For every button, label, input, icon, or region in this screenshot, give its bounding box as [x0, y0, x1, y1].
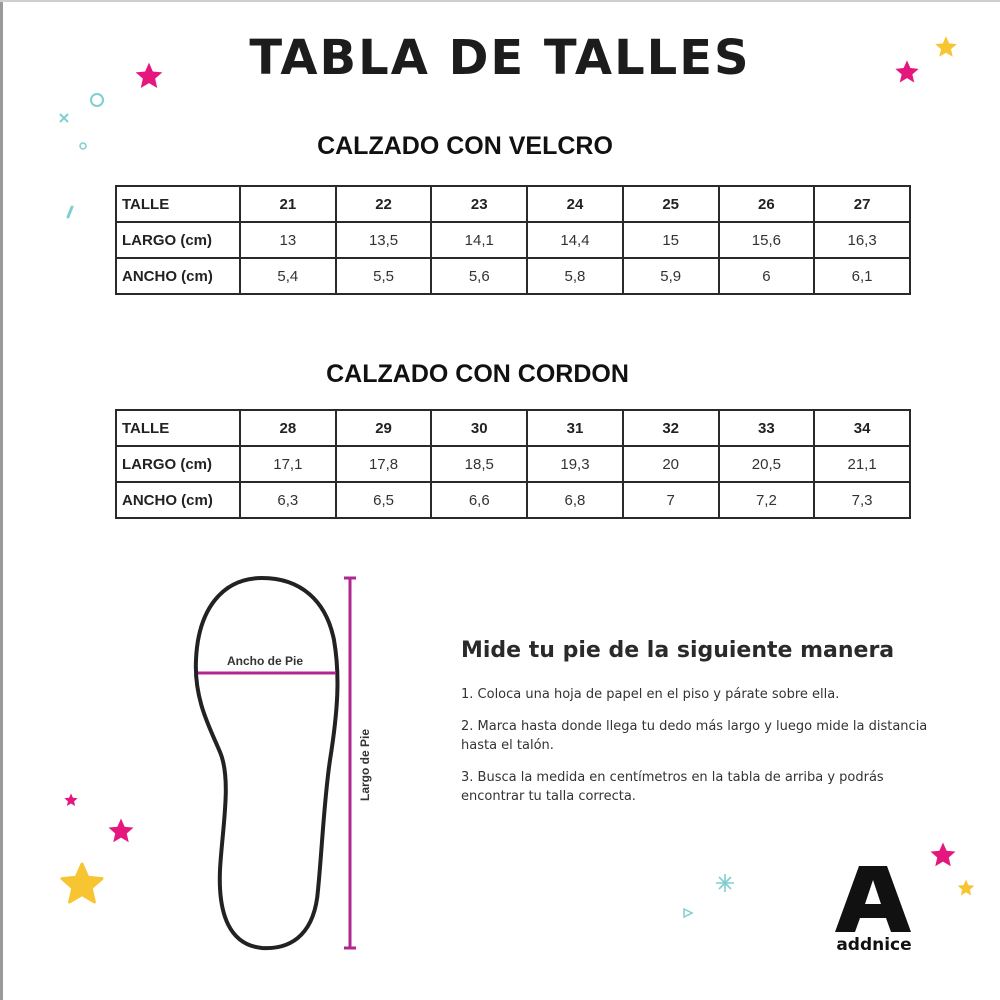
cordon-size-table [115, 409, 911, 519]
table-cell: 15 [623, 222, 719, 258]
table-cell: 17,1 [240, 446, 336, 482]
table-cell: 7,3 [814, 482, 910, 518]
image-top-edge [0, 0, 1000, 2]
brand-name: addnice [836, 935, 912, 955]
table-cell: 23 [431, 186, 527, 222]
row-header: TALLE [116, 410, 240, 446]
table-cell: 15,6 [719, 222, 815, 258]
table-cell: 6 [719, 258, 815, 294]
table-cell: 14,1 [431, 222, 527, 258]
table-cell: 22 [336, 186, 432, 222]
table-cell: 6,8 [527, 482, 623, 518]
row-header: ANCHO (cm) [116, 482, 240, 518]
pink-star-icon [928, 840, 958, 870]
table-row [116, 186, 910, 222]
table-cell: 30 [431, 410, 527, 446]
instruction-step: 1. Coloca una hoja de papel en el piso y párate sobre ella. [461, 687, 840, 702]
instruction-step: 3. Busca la medida en centímetros en la tabla de arriba y podrás encontrar tu talla correcta. [461, 770, 884, 804]
table-cell: 32 [623, 410, 719, 446]
teal-cross-icon [57, 111, 71, 125]
table-cell: 13,5 [336, 222, 432, 258]
row-header: LARGO (cm) [116, 222, 240, 258]
table-cell: 31 [527, 410, 623, 446]
table-cell: 26 [719, 186, 815, 222]
table-cell: 6,1 [814, 258, 910, 294]
foot-length-label: Largo de Pie [358, 728, 372, 802]
table-row [116, 446, 910, 482]
table-cell: 24 [527, 186, 623, 222]
table-row [116, 258, 910, 294]
pink-star-icon [63, 792, 79, 808]
table-cell: 5,5 [336, 258, 432, 294]
table-cell: 5,6 [431, 258, 527, 294]
table-cell: 5,4 [240, 258, 336, 294]
table-cell: 20 [623, 446, 719, 482]
row-header: TALLE [116, 186, 240, 222]
table-row [116, 222, 910, 258]
foot-outline-diagram [180, 570, 380, 960]
table-cell: 27 [814, 186, 910, 222]
table-cell: 6,5 [336, 482, 432, 518]
foot-outline [196, 578, 338, 948]
table-cell: 16,3 [814, 222, 910, 258]
instructions-block [461, 638, 931, 819]
table-row [116, 410, 910, 446]
yellow-star-icon [956, 878, 976, 898]
row-header: ANCHO (cm) [116, 258, 240, 294]
row-header: LARGO (cm) [116, 446, 240, 482]
table-cell: 13 [240, 222, 336, 258]
table-cell: 7,2 [719, 482, 815, 518]
table-row [116, 482, 910, 518]
table-cell: 6,6 [431, 482, 527, 518]
table-cell: 17,8 [336, 446, 432, 482]
table-cell: 5,8 [527, 258, 623, 294]
foot-width-label: Ancho de Pie [226, 654, 303, 668]
table-cell: 18,5 [431, 446, 527, 482]
table-cell: 21 [240, 186, 336, 222]
teal-circle-icon [88, 91, 106, 109]
table-cell: 19,3 [527, 446, 623, 482]
table-cell: 29 [336, 410, 432, 446]
page-title: TABLA DE TALLES [249, 30, 751, 86]
table-cell: 25 [623, 186, 719, 222]
teal-triangle-icon [682, 907, 694, 919]
table-cell: 34 [814, 410, 910, 446]
yellow-star-icon [58, 860, 106, 908]
table-cell: 14,4 [527, 222, 623, 258]
table-cell: 6,3 [240, 482, 336, 518]
velcro-section-title: CALZADO CON VELCRO [317, 132, 613, 160]
table-cell: 28 [240, 410, 336, 446]
table-cell: 7 [623, 482, 719, 518]
teal-sparkle-icon [714, 872, 736, 894]
table-cell: 33 [719, 410, 815, 446]
cordon-section-title: CALZADO CON CORDON [326, 360, 629, 388]
table-cell: 20,5 [719, 446, 815, 482]
teal-dash-icon [65, 205, 75, 219]
table-cell: 5,9 [623, 258, 719, 294]
instruction-step: 2. Marca hasta donde llega tu dedo más largo y luego mide la distancia hasta el talón. [461, 719, 928, 753]
pink-star-icon [106, 816, 136, 846]
table-cell: 21,1 [814, 446, 910, 482]
instructions-title: Mide tu pie de la siguiente manera [461, 638, 895, 663]
velcro-size-table [115, 185, 911, 295]
